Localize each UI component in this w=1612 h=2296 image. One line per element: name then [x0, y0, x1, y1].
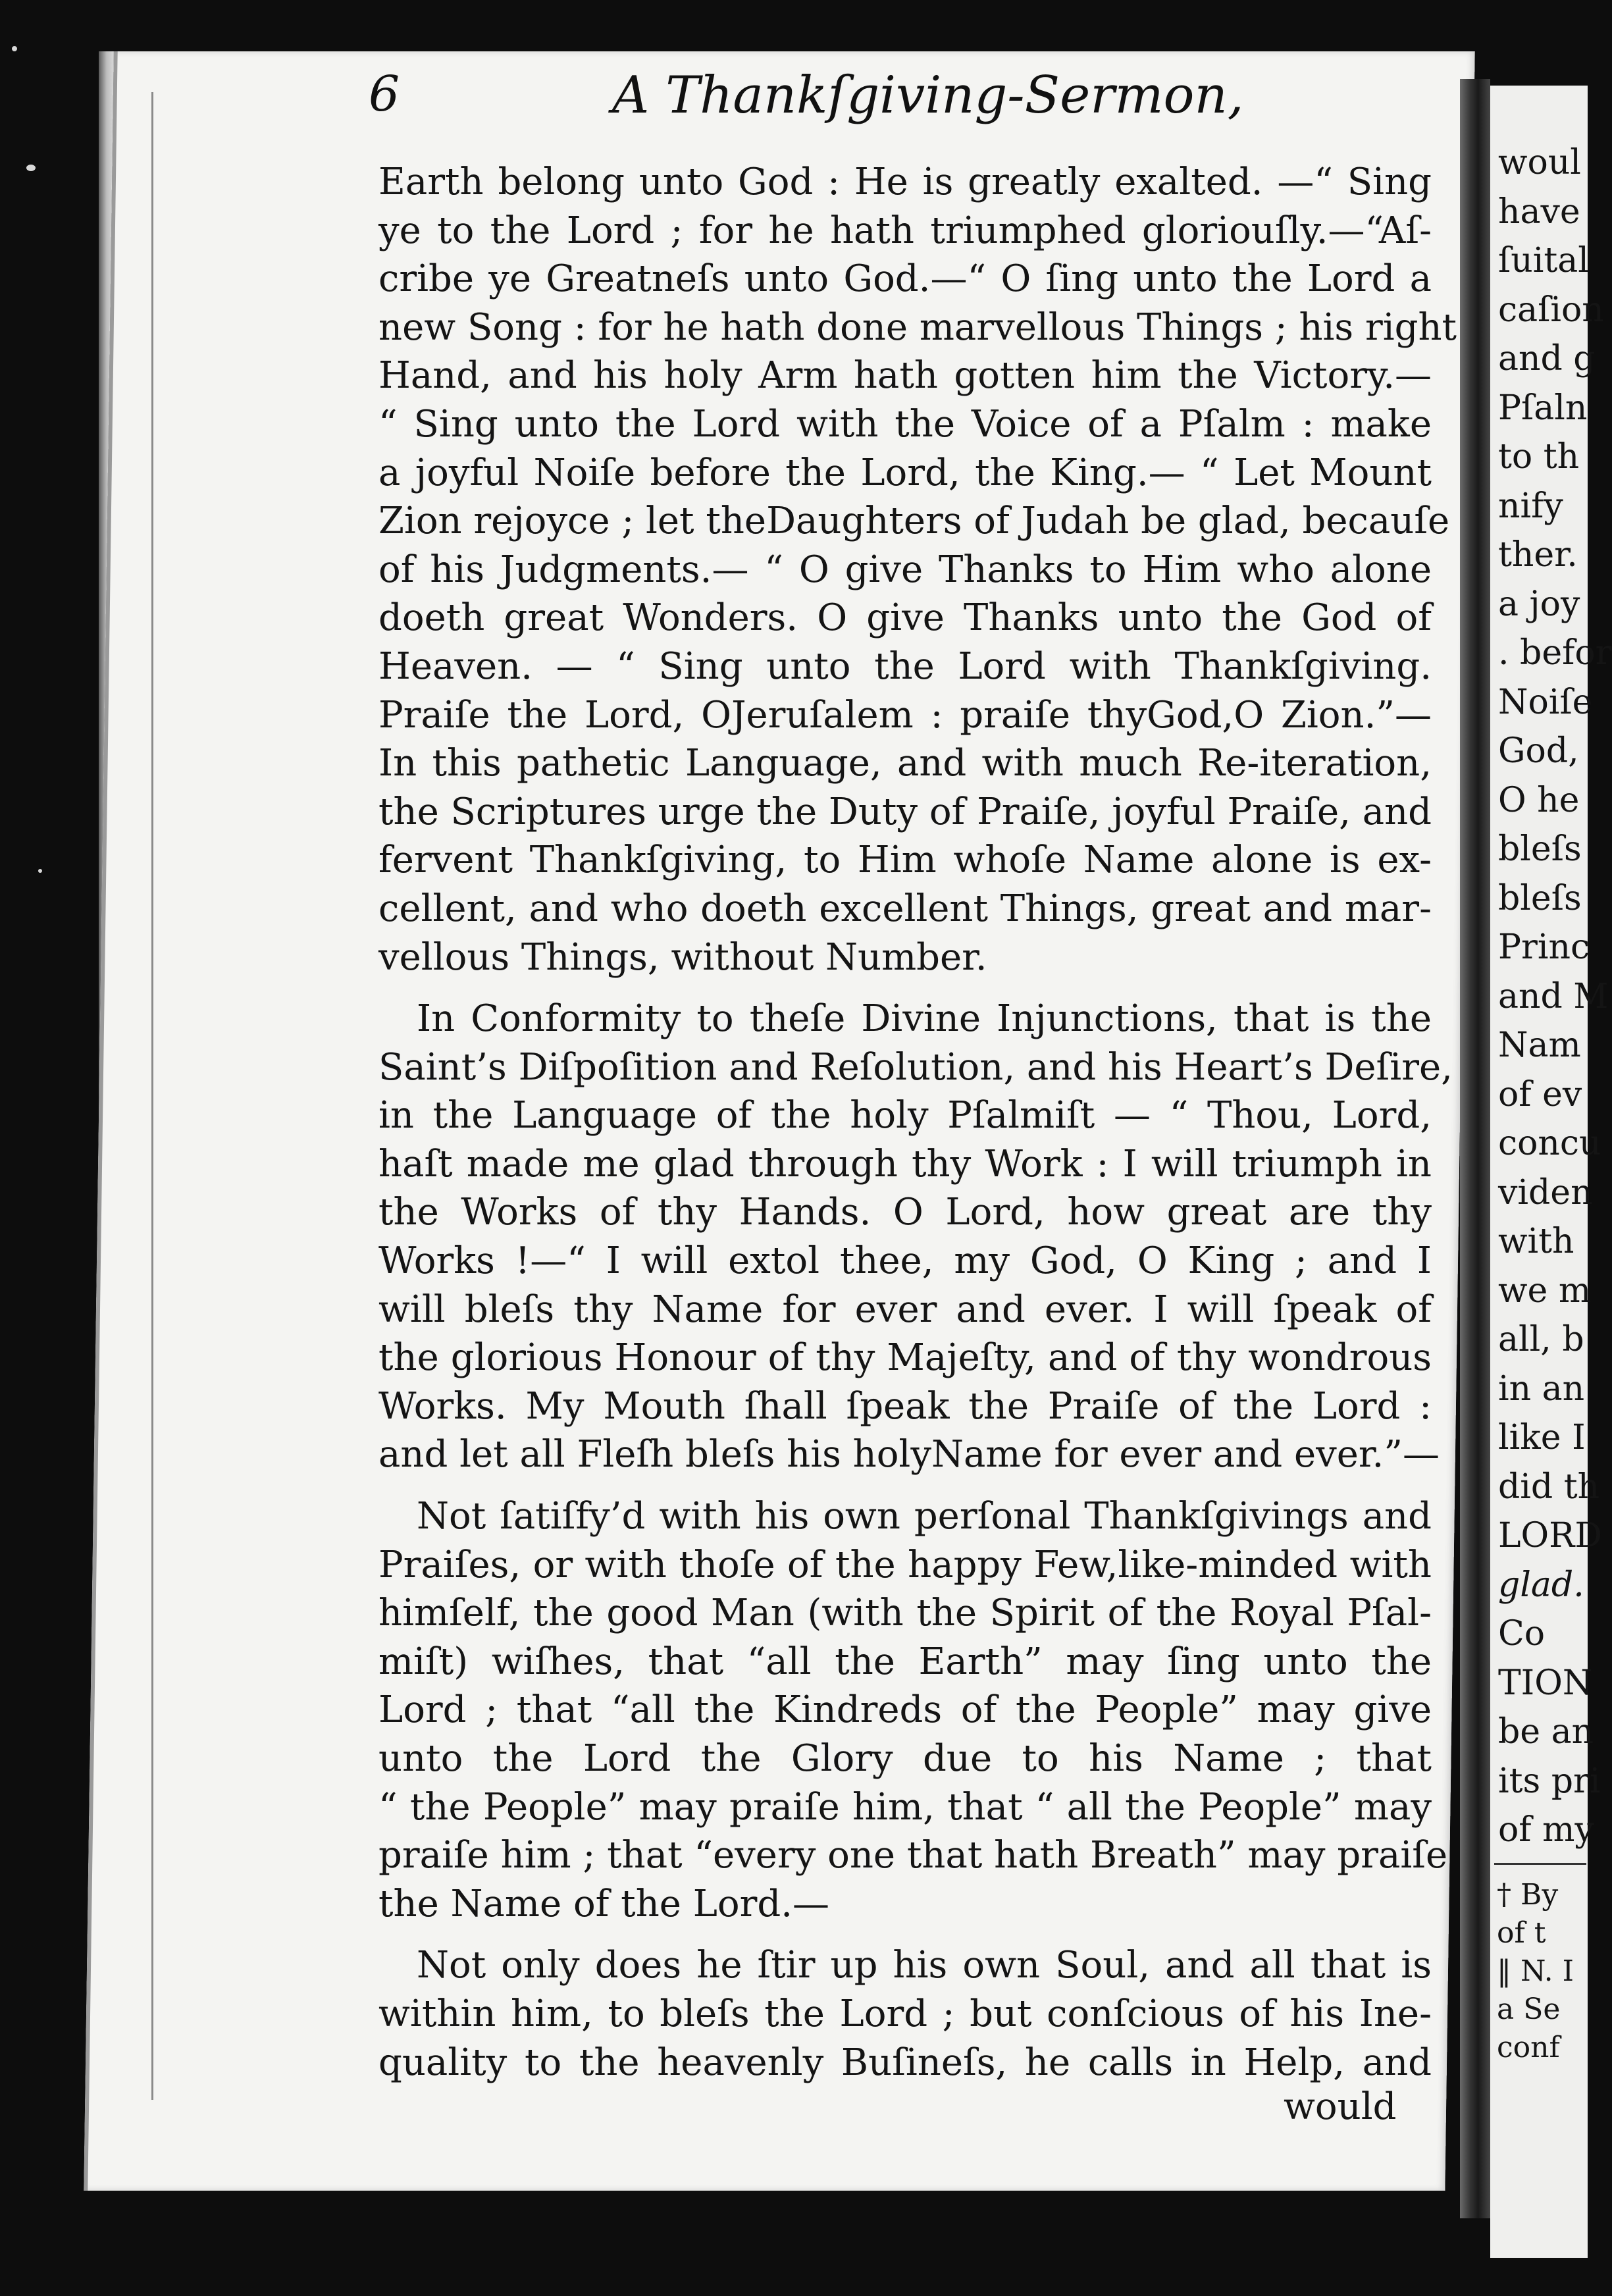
- text-line: Hand, and his holy Arm hath gotten him the Victory.—: [378, 354, 1432, 398]
- text-line: cribe ye Greatneſs unto God.—“ O ſing unto the Lord a: [378, 257, 1432, 301]
- text-line: in the Language of the holy Pſalmiſt — “ Thou, Lord,: [378, 1094, 1432, 1137]
- text-line: the Name of the Lord.—: [378, 1882, 830, 1925]
- text-line: Works !—“ I will extol thee, my God, O King ; and I: [378, 1239, 1432, 1283]
- facing-line: TION: [1498, 1663, 1593, 1703]
- facing-line: . befor: [1498, 633, 1612, 673]
- text-line: quality to the heavenly Buſineſs, he calls in Help, and: [378, 2041, 1432, 2084]
- facing-line: ſuital: [1498, 241, 1589, 280]
- text-line: fervent Thankſgiving, to Him whoſe Name alone is ex-: [378, 839, 1432, 882]
- running-head: A Thankſgiving-Sermon,: [612, 66, 1244, 125]
- text-line: a joyful Noiſe before the Lord, the King.— “ Let Mount: [378, 451, 1432, 494]
- footnote-line: ‖ N. I: [1497, 1954, 1574, 1988]
- text-line: of his Judgments.— “ O give Thanks to Him who alone: [378, 548, 1432, 591]
- facing-line: like I: [1498, 1418, 1586, 1457]
- text-line: Heaven. — “ Sing unto the Lord with Thankſgiving.: [378, 644, 1432, 688]
- text-line: praiſe him ; that “every one that hath Breath” may praiſe: [378, 1834, 1448, 1877]
- text-line: doeth great Wonders. O give Thanks unto the God of: [378, 596, 1432, 640]
- facing-line: have: [1498, 192, 1580, 232]
- facing-line: nify: [1498, 486, 1563, 526]
- text-line: himſelf, the good Man (with the Spirit of the Royal Pſal-: [378, 1592, 1432, 1635]
- text-line: Saint’s Diſpoſition and Reſolution, and his Heart’s Deſire,: [378, 1045, 1453, 1089]
- text-line: miſt) wiſhes, that “all the Earth” may ſing unto the: [378, 1640, 1432, 1683]
- text-line: “ Sing unto the Lord with the Voice of a Pſalm : make: [378, 402, 1432, 446]
- body-text: [378, 158, 1457, 2087]
- dust-speck: [26, 165, 36, 171]
- text-line: ye to the Lord ; for he hath triumphed gloriouſly.—“Aſ-: [378, 209, 1432, 252]
- facing-footnotes: [1497, 1876, 1574, 2067]
- facing-line: woul: [1498, 143, 1581, 182]
- text-line: vellous Things, without Number.: [378, 935, 987, 979]
- facing-line: and M: [1498, 976, 1609, 1016]
- text-line: the glorious Honour of thy Majeſty, and of thy wondrous: [378, 1336, 1432, 1380]
- facing-line: LORD: [1498, 1516, 1603, 1555]
- text-line: Not ſatiſfy’d with his own perſonal Thankſgivings and: [417, 1495, 1432, 1538]
- facing-line: in an: [1498, 1369, 1585, 1409]
- facing-line: all, b: [1498, 1320, 1584, 1359]
- footnote-line: a Se: [1497, 1993, 1561, 2026]
- text-line: Earth belong unto God : He is greatly exalted. —“ Sing: [378, 161, 1432, 203]
- facing-line: and g: [1498, 339, 1596, 378]
- facing-line: Princ: [1498, 927, 1590, 967]
- text-line: new Song : for he hath done marvellous Things ; his right: [378, 305, 1457, 349]
- facing-line: God,: [1498, 731, 1579, 771]
- text-line: the Scriptures urge the Duty of Praiſe, joyful Praiſe, and: [378, 790, 1432, 833]
- dust-speck: [12, 46, 17, 51]
- facing-line: a joy: [1498, 584, 1580, 624]
- facing-line: caſion: [1498, 290, 1604, 330]
- facing-line: bleſs: [1498, 878, 1582, 918]
- book-page-right: [1490, 86, 1612, 2258]
- text-line: Praiſe the Lord, OJeruſalem : praiſe thyGod,O Zion.”—: [378, 693, 1432, 737]
- text-line: In Conformity to theſe Divine Injunctions, that is the: [417, 997, 1432, 1041]
- facing-line: its pri: [1498, 1761, 1601, 1801]
- facing-line: bleſs: [1498, 829, 1582, 869]
- footnote-line: of t: [1497, 1916, 1546, 1950]
- text-line: will bleſs thy Name for ever and ever. I will ſpeak of: [378, 1288, 1432, 1331]
- facing-line: ther.: [1498, 535, 1578, 575]
- facing-line: glad.: [1498, 1565, 1584, 1605]
- text-line: Not only does he ſtir up his own Soul, and all that is: [417, 1944, 1432, 1987]
- facing-line: Noiſe: [1498, 682, 1593, 722]
- page-header: [369, 66, 1251, 138]
- facing-line: of my: [1498, 1810, 1594, 1850]
- text-line: the Works of thy Hands. O Lord, how great are thy: [378, 1191, 1432, 1234]
- footnote-line: conf: [1497, 2031, 1560, 2064]
- facing-line: Pſaln: [1498, 388, 1588, 428]
- text-line: cellent, and who doeth excellent Things, great and mar-: [378, 887, 1432, 930]
- facing-line: concu: [1498, 1124, 1601, 1163]
- page-number: 6: [369, 66, 400, 122]
- footnote-line: † By: [1497, 1878, 1559, 1912]
- text-line: Praiſes, or with thoſe of the happy Few,like-minded with: [378, 1543, 1432, 1586]
- book-gutter: [1460, 79, 1490, 2218]
- text-line: Lord ; that “all the Kindreds of the People” may give: [378, 1688, 1432, 1732]
- facing-line: O he: [1498, 780, 1580, 820]
- facing-line: to th: [1498, 437, 1580, 477]
- facing-line: did th: [1498, 1467, 1600, 1507]
- facing-line: we m: [1498, 1270, 1592, 1311]
- text-line: and let all Fleſh bleſs his holyName for ever and ever.”—: [378, 1433, 1440, 1476]
- text-line: “ the People” may praiſe him, that “ all the People” may: [378, 1785, 1432, 1829]
- text-line: In this pathetic Language, and with much Re-iteration,: [378, 742, 1432, 785]
- dust-speck: [38, 869, 42, 873]
- text-line: haſt made me glad through thy Work : I will triumph in: [378, 1142, 1432, 1186]
- facing-page-text: [1498, 138, 1612, 1855]
- text-line: unto the Lord the Glory due to his Name ; that: [378, 1737, 1432, 1780]
- facing-line: be an: [1498, 1712, 1594, 1752]
- facing-line: Nam: [1498, 1026, 1581, 1065]
- text-line: Works. My Mouth ſhall ſpeak the Praiſe of the Lord :: [378, 1384, 1432, 1428]
- text-line: within him, to bleſs the Lord ; but conſcious of his Ine-: [378, 1992, 1432, 2035]
- text-line: Zion rejoyce ; let theDaughters of Judah be glad, becauſe: [378, 500, 1450, 543]
- facing-line: Co: [1498, 1614, 1546, 1654]
- facing-line: with: [1498, 1222, 1574, 1261]
- binding-crease: [151, 92, 153, 2100]
- facing-line: of ev: [1498, 1074, 1582, 1114]
- catchword: would: [1284, 2085, 1397, 2128]
- facing-line: viden: [1498, 1172, 1593, 1213]
- footnote-rule: [1494, 1863, 1586, 1865]
